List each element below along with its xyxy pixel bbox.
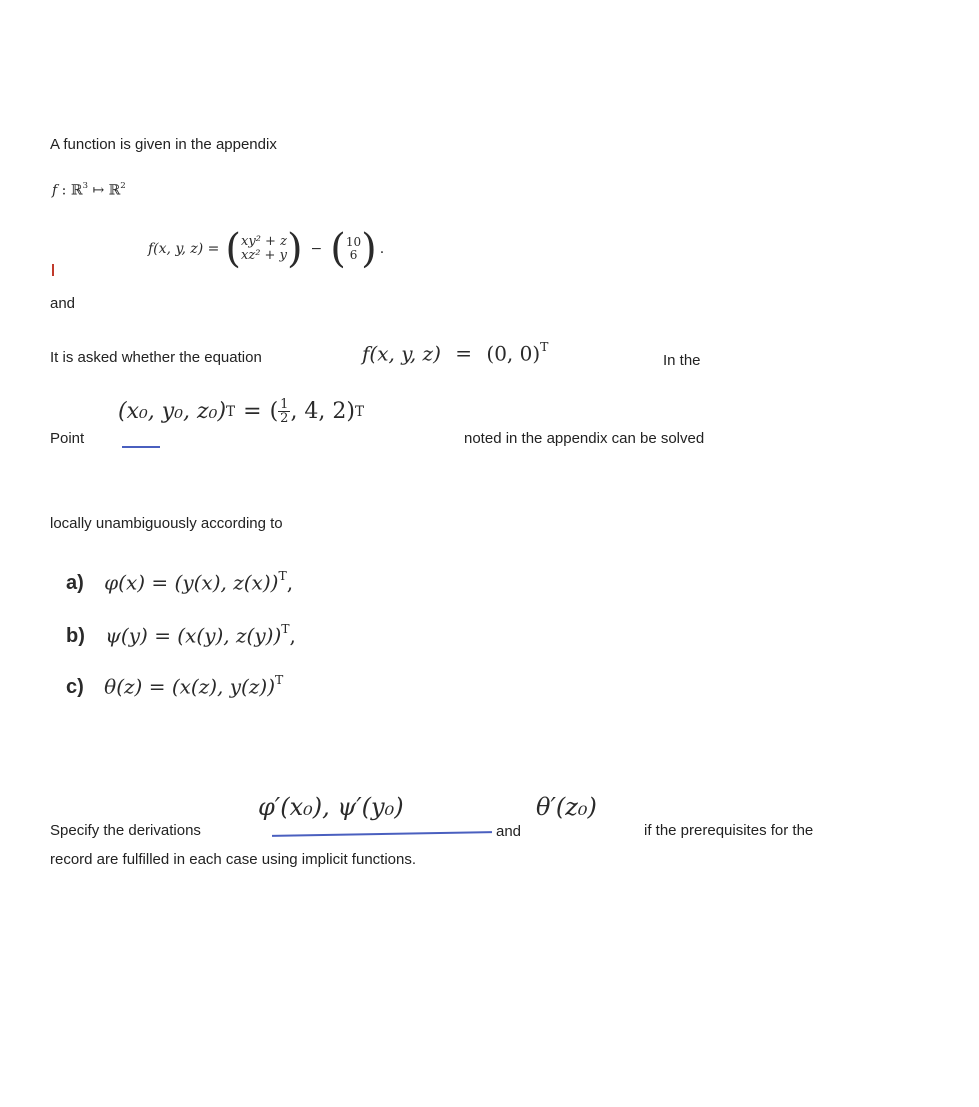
locally-text: locally unambiguously according to [50,515,283,532]
option-a-label: a) [66,572,84,595]
specify-text: Specify the derivations [50,822,201,839]
derivatives-underline [272,831,492,837]
mapping-f: f [52,182,58,199]
red-margin-mark [52,264,54,276]
noted-text: noted in the appendix can be solved [464,430,705,447]
point-transpose-2: T [355,403,365,420]
option-b [66,621,296,648]
point-rest: , 4, 2) [290,399,355,424]
and-text-2: and [496,823,522,840]
vector-1 [241,235,287,262]
point-fraction [278,398,290,425]
option-c-label: c) [66,676,84,699]
mapping-colon: : [61,182,67,199]
equation-rhs: (0, 0) [486,341,541,366]
point-underline [122,446,160,448]
option-c [66,672,283,699]
definition-period: . [379,241,385,257]
point-fraction-num: 1 [280,397,289,412]
mapping-arrow: ↦ [92,182,105,199]
record-text: record are fulfilled in each case using implicit functions. [50,851,417,868]
prerequisites-text: if the prerequisites for the [644,822,814,839]
option-a-transpose: T [278,568,287,583]
question-prefix: It is asked whether the equation [50,349,262,366]
point-label: Point [50,430,85,447]
point-lhs: (x₀, y₀, z₀) [118,399,227,424]
option-c-transpose: T [275,672,284,687]
definition-lhs: f(x, y, z) = [148,241,220,257]
vector-2 [346,236,361,261]
theta-derivative: θ′(z₀) [536,793,597,821]
vector-2-top: 10 [345,235,362,250]
vector-1-bottom: xz² + y [241,248,287,263]
option-a-expr: φ(x) = (y(x), z(x)) [104,570,279,595]
intro-text: A function is given in the appendix [50,136,277,153]
option-a-end: , [286,570,294,595]
equation-transpose: T [540,339,549,354]
point-open: ( [269,399,279,424]
function-definition: f(x, y, z) = ( xy² + z xz² + y ) − ( 10 6 ) . [148,226,385,272]
option-b-expr: ψ(y) = (x(y), z(y)) [105,623,282,648]
mapping-codomain: ℝ [108,182,121,199]
equation-lhs: f(x, y, z) [362,341,441,366]
mapping-codomain-exp: 2 [120,181,126,191]
vector-2-bottom: 6 [349,248,358,262]
definition-minus: − [310,241,323,257]
option-b-end: , [289,623,296,648]
mapping-domain-exp: 3 [82,181,88,191]
point-transpose-1: T [226,403,236,420]
derivatives-formula: φ′(x₀), ψ′(y₀) [258,793,404,821]
option-a [66,568,293,595]
mapping-formula [52,181,126,199]
and-text: and [50,295,76,312]
point-formula [118,398,364,425]
mapping-domain: ℝ [70,182,83,199]
vector-1-top: xy² + z [241,234,287,250]
option-b-transpose: T [281,621,290,636]
option-b-label: b) [66,625,85,648]
equation [362,339,548,365]
option-c-expr: θ(z) = (x(z), y(z)) [104,674,275,699]
equation-eq: = [455,341,473,366]
in-the-text: In the [663,352,701,369]
point-eq: = [243,399,262,424]
point-fraction-den: 2 [280,411,289,426]
